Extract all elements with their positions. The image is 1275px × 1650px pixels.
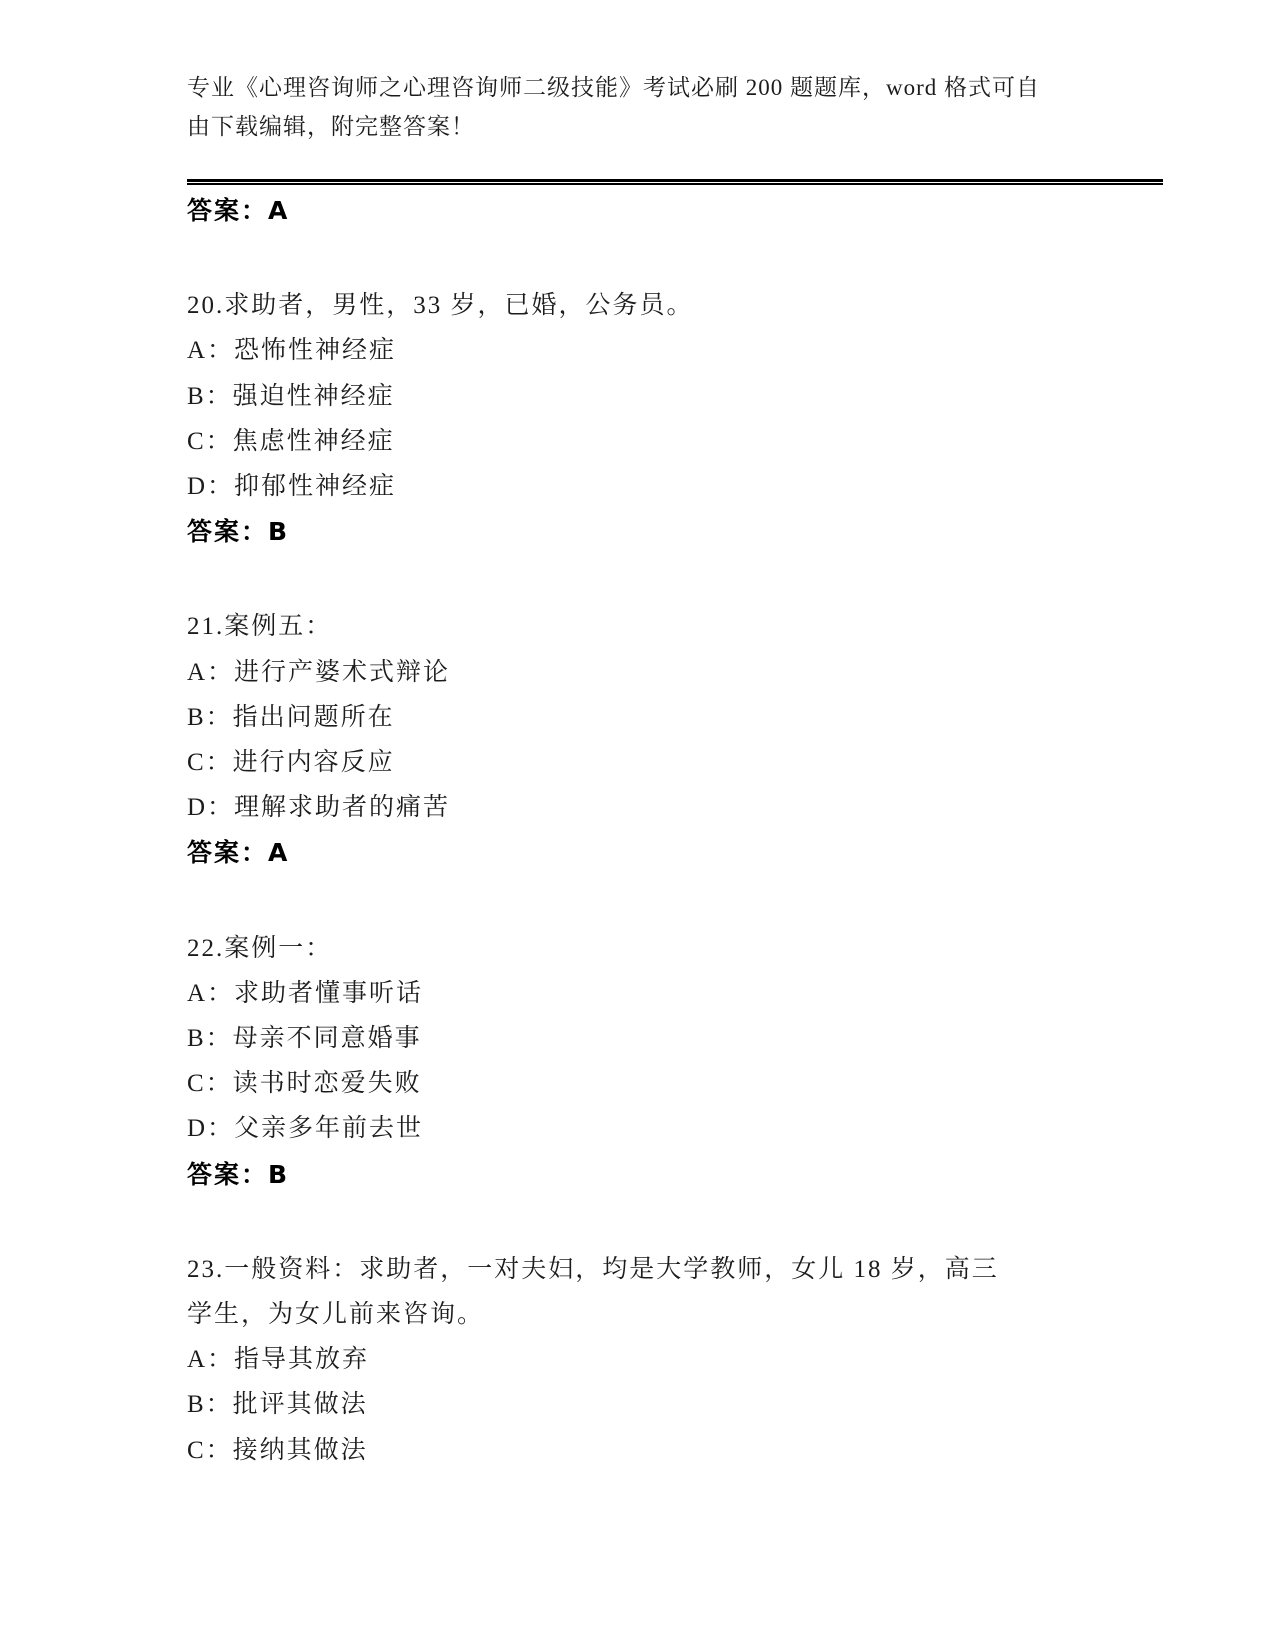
question-20-option-d: D：抑郁性神经症 bbox=[187, 473, 397, 501]
question-22-option-a: A：求助者懂事听话 bbox=[187, 979, 424, 1007]
question-20-option-a: A：恐怖性神经症 bbox=[187, 337, 397, 365]
header-divider bbox=[187, 179, 1163, 185]
question-22-option-c: C：读书时恋爱失败 bbox=[187, 1070, 422, 1098]
answer-line-previous-question: 答案：A bbox=[187, 196, 290, 225]
question-block-22 bbox=[187, 926, 1163, 1197]
question-22-text: 22.案例一： bbox=[187, 934, 333, 962]
question-20-option-b: B：强迫性神经症 bbox=[187, 382, 395, 410]
divider-thin-line bbox=[187, 183, 1163, 185]
question-22-option-d: D：父亲多年前去世 bbox=[187, 1115, 424, 1143]
question-block-21 bbox=[187, 604, 1163, 875]
divider-thick-line bbox=[187, 179, 1163, 182]
question-22-answer: 答案：B bbox=[187, 1159, 290, 1189]
document-content bbox=[187, 0, 1163, 1473]
question-21-option-b: B：指出问题所在 bbox=[187, 703, 395, 731]
question-21-text: 21.案例五： bbox=[187, 613, 333, 641]
question-block-23 bbox=[187, 1247, 1163, 1473]
question-23-option-c: C：接纳其做法 bbox=[187, 1436, 368, 1464]
question-20-answer: 答案：B bbox=[187, 517, 290, 547]
header-title-line-1: 专业《心理咨询师之心理咨询师二级技能》考试必刷 200 题题库，word 格式可自 bbox=[187, 75, 1041, 100]
question-21-option-c: C：进行内容反应 bbox=[187, 749, 395, 777]
question-22-option-b: B：母亲不同意婚事 bbox=[187, 1025, 422, 1053]
question-21-answer: 答案：A bbox=[187, 838, 290, 868]
question-21-option-d: D：理解求助者的痛苦 bbox=[187, 794, 451, 822]
question-20-option-c: C：焦虑性神经症 bbox=[187, 427, 395, 455]
question-23-option-a: A：指导其放弃 bbox=[187, 1346, 370, 1374]
question-23-text-line-1: 23.一般资料：求助者，一对夫妇，均是大学教师，女儿 18 岁，高三 bbox=[187, 1255, 999, 1283]
question-block-20 bbox=[187, 283, 1163, 554]
question-23-option-b: B：批评其做法 bbox=[187, 1391, 368, 1419]
question-20-text: 20.求助者，男性，33 岁，已婚，公务员。 bbox=[187, 292, 694, 320]
question-23-text-line-2: 学生，为女儿前来咨询。 bbox=[187, 1301, 485, 1329]
document-body bbox=[187, 188, 1163, 1473]
page-header bbox=[187, 0, 1163, 146]
question-21-option-a: A：进行产婆术式辩论 bbox=[187, 658, 451, 686]
header-title-line-2: 由下载编辑，附完整答案！ bbox=[187, 113, 475, 139]
